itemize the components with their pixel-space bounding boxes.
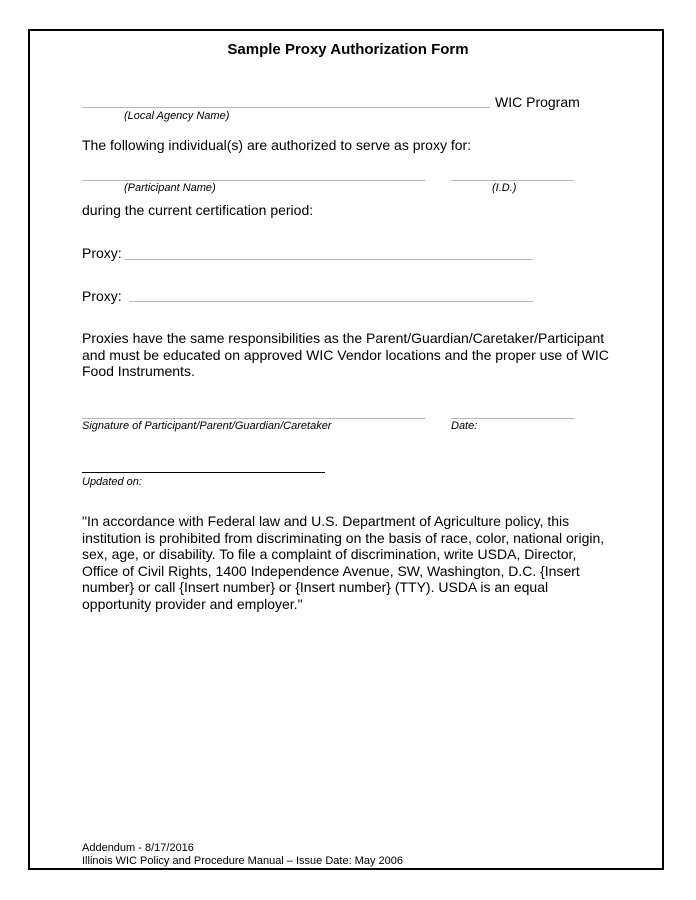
local-agency-caption: (Local Agency Name) — [124, 110, 230, 122]
updated-on-field[interactable] — [82, 472, 325, 473]
signature-field[interactable] — [82, 418, 425, 419]
footer-manual-reference: Illinois WIC Policy and Procedure Manual – Issue Date: May 2006 — [82, 855, 403, 867]
participant-name-caption: (Participant Name) — [124, 182, 216, 194]
certification-period-text: during the current certification period: — [82, 202, 314, 218]
proxy-2-field[interactable] — [129, 301, 533, 302]
proxy-1-label: Proxy: — [82, 245, 122, 261]
date-caption: Date: — [451, 420, 478, 432]
nondiscrimination-statement: "In accordance with Federal law and U.S. Department of Agriculture policy, this institution is prohibited from discriminating on the basis of race, color, national origin, sex, age, or disability. To file a complaint of discrimination, write USDA, Director, Office of Civil Rights, 1400 Independence Avenue, SW, Washington, D.C. {Insert number} or call {Insert number} or {Insert number} (TTY). USDA is an equal opportunity provider and employer." — [82, 513, 605, 612]
page-border — [28, 29, 664, 870]
wic-program-label: WIC Program — [495, 94, 580, 110]
footer-addendum: Addendum - 8/17/2016 — [82, 842, 194, 854]
page-title: Sample Proxy Authorization Form — [227, 41, 469, 58]
signature-caption: Signature of Participant/Parent/Guardian/Caretaker — [82, 420, 332, 432]
participant-name-field[interactable] — [82, 180, 425, 181]
id-caption: (I.D.) — [492, 182, 517, 194]
updated-on-caption: Updated on: — [82, 476, 142, 488]
date-field[interactable] — [451, 418, 574, 419]
proxy-2-label: Proxy: — [82, 288, 122, 304]
local-agency-name-field[interactable] — [82, 107, 490, 108]
participant-id-field[interactable] — [451, 180, 574, 181]
proxy-1-field[interactable] — [125, 259, 533, 260]
intro-text: The following individual(s) are authorized to serve as proxy for: — [82, 137, 472, 153]
responsibilities-paragraph: Proxies have the same responsibilities as the Parent/Guardian/Caretaker/Participant and must be educated on approved WIC Vendor locations and the proper use of WIC Food Instruments. — [82, 330, 609, 379]
